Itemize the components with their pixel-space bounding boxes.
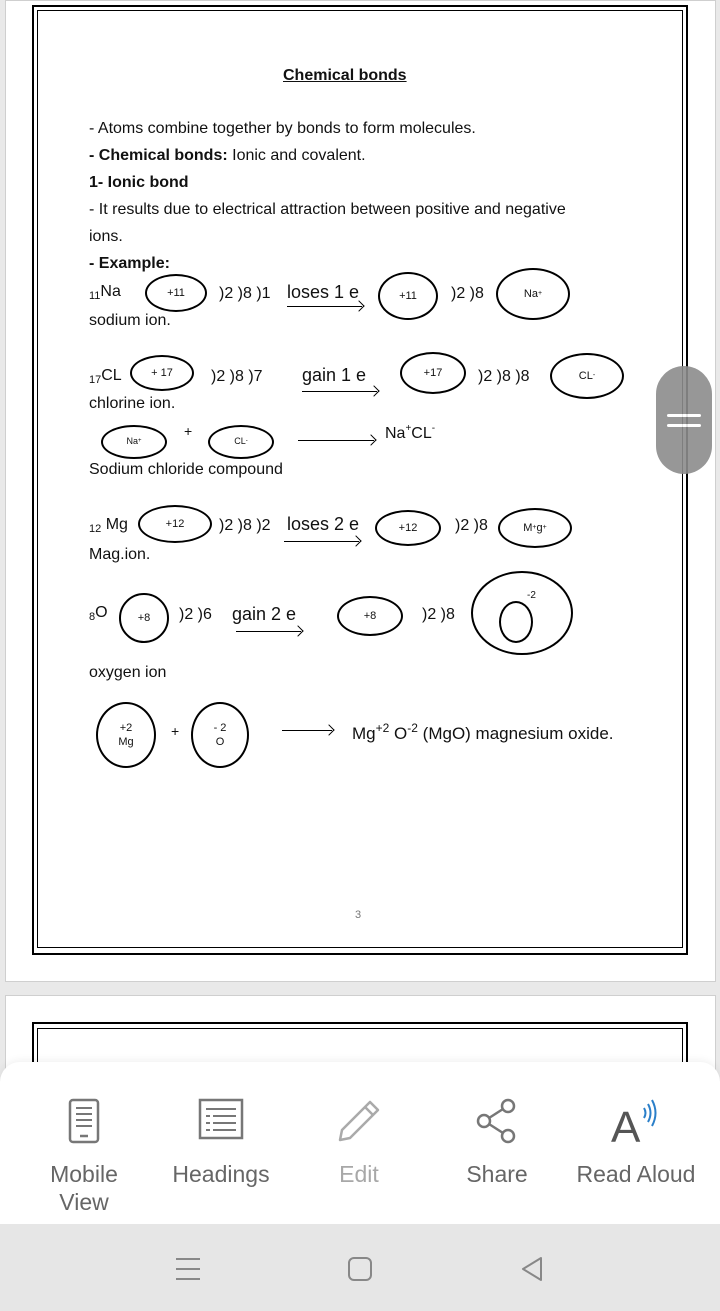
reaction-arrow: [302, 391, 377, 392]
bottom-toolbar: [0, 1062, 720, 1224]
sodium-caption: sodium ion.: [89, 312, 171, 329]
ion-label: Na: [523, 287, 538, 300]
product-text: (MgO) magnesium oxide.: [417, 724, 614, 743]
sodium-symbol: [89, 284, 121, 302]
oxygen-symbol: [89, 605, 108, 623]
section-heading: 1- Ionic bond: [89, 174, 189, 191]
magnesium-ion: [498, 508, 572, 548]
ion-label: CL: [578, 369, 593, 382]
system-navigation-bar: [0, 1224, 720, 1311]
oxygen-ion-nucleus: +8: [337, 596, 403, 636]
share-label: Share: [466, 1161, 528, 1187]
oxygen-ion-charge: -2: [527, 590, 536, 601]
mobile-view-label: Mobile View: [50, 1161, 118, 1215]
product-charge: -2: [407, 721, 418, 735]
product-text: Mg: [352, 724, 376, 743]
text-span: Ionic and covalent.: [227, 147, 366, 164]
mg-ion-oval: [96, 702, 156, 768]
sodium-reaction-label: loses 1 e: [287, 282, 360, 302]
nacl-product: [385, 424, 435, 442]
element-symbol: Mg: [105, 516, 128, 533]
read-aloud-button[interactable]: [566, 1098, 706, 1188]
text-line-4a: - It results due to electrical attraction between positive and negative: [89, 201, 566, 218]
sodium-ion: [496, 268, 570, 320]
ion-label: Mg: [118, 736, 134, 748]
plus-sign: +: [184, 423, 193, 439]
sodium-atom-nucleus: +11: [145, 274, 207, 312]
chlorine-reaction-label: gain 1 e: [302, 365, 367, 385]
pencil-icon: [289, 1098, 429, 1150]
chlorine-atom-nucleus: + 17: [130, 355, 194, 391]
atomic-number: 17: [89, 374, 102, 386]
edit-button[interactable]: [289, 1098, 429, 1188]
plus-sign: +: [171, 723, 180, 739]
nacl-caption: Sodium chloride compound: [89, 461, 283, 478]
bold-label: - Chemical bonds:: [89, 147, 228, 164]
magnesium-ion-shells: )2 )8: [455, 517, 488, 534]
grip-line-icon: [667, 424, 701, 427]
ion-label: g: [536, 521, 543, 534]
chlorine-symbol: [89, 368, 122, 386]
ion-charge: -: [592, 372, 596, 380]
atomic-number: 12: [89, 523, 102, 535]
ion-label: Na: [126, 436, 138, 447]
magnesium-symbol: [89, 517, 128, 535]
atomic-number: 11: [89, 290, 101, 302]
mgo-product: [352, 722, 614, 742]
reaction-arrow: [284, 541, 359, 542]
na-ion-oval: [101, 425, 167, 459]
oxygen-ion-inner: [499, 601, 533, 643]
square-icon: [347, 1256, 373, 1282]
sodium-ion-nucleus: +11: [378, 272, 438, 320]
oxygen-ion-shells: )2 )8: [422, 606, 455, 623]
headings-button[interactable]: [151, 1098, 291, 1188]
ion-charge: - 2: [213, 721, 227, 734]
o-ion-oval: [191, 702, 249, 768]
element-symbol: CL: [101, 367, 122, 384]
product-charge: +: [405, 423, 412, 434]
page-number: 3: [355, 909, 362, 921]
chlorine-ion-nucleus: +17: [400, 352, 466, 394]
chlorine-caption: chlorine ion.: [89, 395, 176, 412]
chlorine-ion: [550, 353, 624, 399]
magnesium-ion-nucleus: +12: [375, 510, 441, 546]
atomic-number: 8: [89, 611, 96, 623]
element-symbol: Na: [100, 283, 121, 300]
sodium-shells: )2 )8 )1: [219, 285, 271, 302]
menu-lines-icon: [174, 1255, 202, 1283]
recent-apps-button[interactable]: [158, 1249, 218, 1289]
text-line-1: - Atoms combine together by bonds to form molecules.: [89, 120, 476, 137]
reaction-arrow: [287, 306, 362, 307]
page-title: Chemical bonds: [283, 67, 407, 84]
grip-line-icon: [667, 414, 701, 417]
chlorine-shells: )2 )8 )7: [211, 368, 263, 385]
ion-charge: +: [138, 438, 142, 445]
product-charge: -: [431, 423, 436, 434]
ion-charge: +: [532, 524, 537, 532]
share-button[interactable]: [427, 1098, 567, 1188]
product-text: Na: [385, 425, 406, 442]
chlorine-ion-shells: )2 )8 )8: [478, 368, 530, 385]
speaker-a-icon: [566, 1098, 706, 1150]
phone-document-icon: [14, 1098, 154, 1150]
ion-label: CL: [234, 436, 246, 447]
text-line-4b: ions.: [89, 228, 123, 245]
oxygen-shells: )2 )6: [179, 606, 212, 623]
ion-label: O: [215, 736, 225, 748]
magnesium-caption: Mag.ion.: [89, 546, 151, 563]
element-symbol: O: [95, 604, 108, 621]
oxygen-caption: oxygen ion: [89, 664, 167, 681]
product-text: O: [389, 724, 408, 743]
product-text: CL: [411, 425, 432, 442]
ion-charge: +: [542, 524, 547, 532]
reaction-arrow: [236, 631, 301, 632]
list-document-icon: [151, 1098, 291, 1150]
oxygen-reaction-label: gain 2 e: [232, 604, 297, 624]
oxygen-atom-nucleus: +8: [119, 593, 169, 643]
ion-label: M: [523, 521, 533, 534]
reaction-arrow: [298, 440, 374, 441]
cl-ion-oval: [208, 425, 274, 459]
read-aloud-label: Read Aloud: [576, 1161, 696, 1187]
example-label: - Example:: [89, 255, 170, 272]
back-triangle-icon: [519, 1255, 545, 1283]
mobile-view-button[interactable]: [14, 1098, 154, 1216]
back-button[interactable]: [502, 1249, 562, 1289]
home-button[interactable]: [330, 1249, 390, 1289]
magnesium-shells: )2 )8 )2: [219, 517, 271, 534]
headings-label: Headings: [172, 1161, 270, 1187]
ion-charge: -: [245, 438, 248, 445]
ion-charge: +2: [119, 721, 133, 734]
sodium-ion-shells: )2 )8: [451, 285, 484, 302]
text-line-2: [89, 148, 366, 164]
share-icon: [427, 1098, 567, 1150]
svg-text:A: A: [611, 1103, 641, 1146]
ion-charge: +: [537, 290, 543, 298]
fast-scroll-handle[interactable]: [656, 366, 712, 474]
product-charge: +2: [375, 721, 390, 735]
edit-label: Edit: [339, 1161, 379, 1187]
magnesium-reaction-label: loses 2 e: [287, 514, 360, 534]
reaction-arrow: [282, 730, 332, 731]
magnesium-atom-nucleus: +12: [138, 505, 212, 543]
